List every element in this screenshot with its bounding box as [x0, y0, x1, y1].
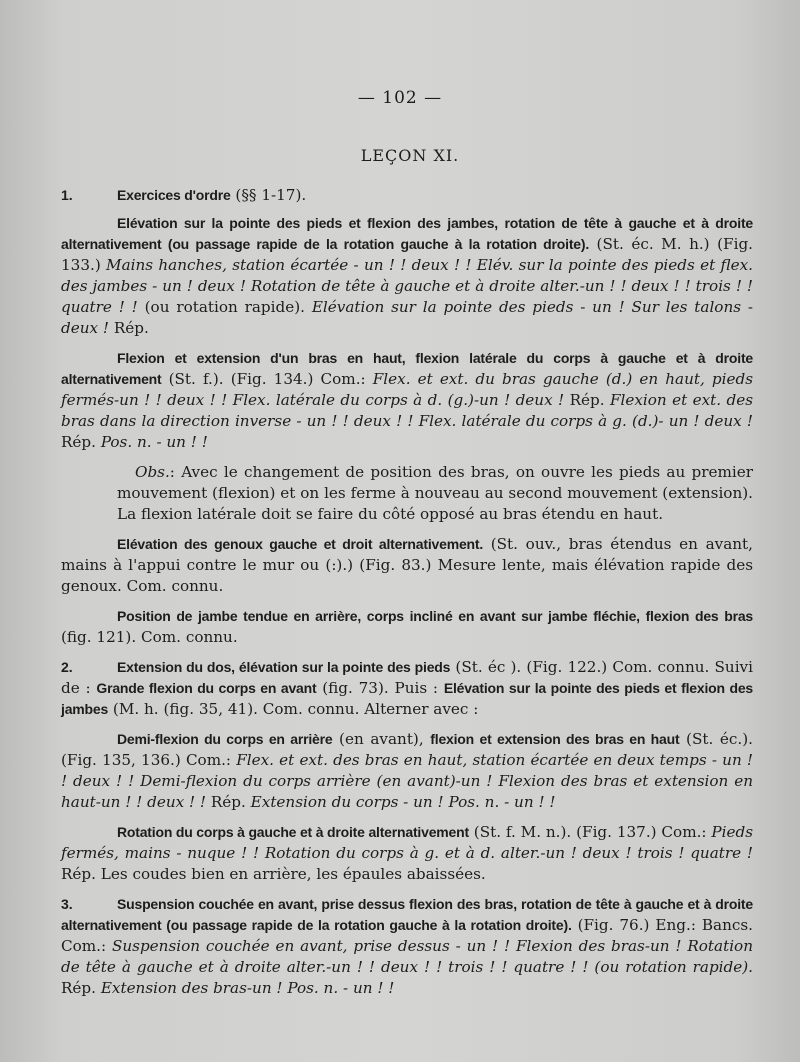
- exercise-paragraph: [61, 534, 753, 597]
- command-text: Elévation sur la pointe des pieds - un ! Sur les talons - deux !: [61, 298, 753, 337]
- section-3-paragraph: [61, 894, 753, 999]
- exercise-title: Elévation sur la pointe des pieds et flexion des jambes: [61, 680, 754, 717]
- section-1-heading: [61, 185, 753, 206]
- section-number: 1.: [61, 187, 73, 203]
- exercise-text: (St. éc.). (Fig. 135, 136.) Com.:: [61, 730, 753, 769]
- exercise-text: (fig. 73). Puis :: [316, 679, 444, 697]
- exercise-paragraph: [61, 213, 753, 339]
- exercise-text: (Fig. 76.) Eng.: Bancs. Com.:: [61, 916, 754, 955]
- exercise-title: Rotation du corps à gauche et à droite alternativement: [117, 824, 469, 840]
- exercise-title: Extension du dos, élévation sur la pointe des pieds: [117, 659, 451, 675]
- section-number: 3.: [61, 896, 73, 912]
- exercise-title: flexion et extension des bras en haut: [430, 731, 680, 747]
- command-text: Extension du corps - un ! Pos. n. - un ! !: [250, 793, 556, 811]
- obs-label: Obs.: [135, 463, 170, 481]
- exercise-paragraph: [61, 729, 753, 813]
- obs-text: : Avec le changement de position des bras, on ouvre les pieds au premier mouvement (flexion) et on les ferme à nouveau au second mouvement (extension). La flexion latérale doit se faire du côté opposé au bras étendu en haut.: [117, 463, 753, 523]
- command-text: Flexion et ext. des bras dans la direction inverse - un ! ! deux ! ! Flex. latérale du corps à g. (d.)- un ! deux !: [61, 391, 754, 430]
- exercise-title: Elévation sur la pointe des pieds et flexion des jambes, rotation de tête à gauche et à droite alternativement (ou passage rapide de la rotation gauche à la rotation droite).: [61, 215, 753, 252]
- exercise-text: Rép.: [564, 391, 610, 409]
- document-body: [61, 185, 753, 1008]
- exercise-text: (St. f.). (Fig. 134.) Com.:: [161, 370, 373, 388]
- exercise-title: Suspension couchée en avant, prise dessus flexion des bras, rotation de tête à gauche et à droite alternativement (ou passage rapide de la rotation gauche à la rotation droite).: [61, 896, 753, 933]
- exercise-text: (St. éc ). (Fig. 122.) Com. connu. Suivi de :: [61, 658, 753, 697]
- exercise-text: (St. éc. M. h.) (Fig. 133.): [61, 235, 753, 274]
- exercise-title: Grande flexion du corps en avant: [96, 680, 317, 696]
- exercise-text: (St. f. M. n.). (Fig. 137.) Com.:: [468, 823, 712, 841]
- exercise-title: Elévation des genoux gauche et droit alternativement.: [117, 536, 484, 552]
- observation-note: [117, 462, 753, 525]
- command-text: Pos. n. - un ! !: [100, 433, 208, 451]
- exercise-paragraph: [61, 822, 753, 885]
- section-title: Exercices d'ordre: [117, 187, 231, 203]
- command-text: Flex. et ext. du bras gauche (d.) en haut, pieds fermés-un ! ! deux ! ! Flex. latérale du corps à d. (g.)-un ! deux !: [61, 370, 753, 409]
- exercise-text: Rép.: [61, 979, 101, 997]
- exercise-text: (M. h. (fig. 35, 41). Com. connu. Alterner avec :: [108, 700, 479, 718]
- exercise-text: Rép.: [206, 793, 251, 811]
- command-text: Mains hanches, station écartée - un ! ! deux ! ! Elév. sur la pointe des pieds et flex. des jambes - un ! deux ! Rotation de tête à gauche et à droite alter.-un ! ! deux ! ! trois ! ! quatre ! !: [61, 256, 753, 316]
- exercise-paragraph: [61, 348, 753, 453]
- section-number: 2.: [61, 659, 73, 675]
- exercise-text: (en avant),: [332, 730, 431, 748]
- section-2-paragraph: [61, 657, 753, 720]
- exercise-text: (ou rotation rapide).: [137, 298, 312, 316]
- exercise-text: Rép.: [61, 433, 101, 451]
- exercise-text: (St. ouv., bras étendus en avant, mains à l'appui contre le mur ou (:).) (Fig. 83.) Mesure lente, mais élévation rapide des genoux. Com. connu.: [61, 535, 753, 595]
- exercise-text: Rép.: [109, 319, 149, 337]
- command-text: Pieds fermés, mains - nuque ! ! Rotation du corps à g. et à d. alter.-un ! deux ! trois ! quatre !: [61, 823, 753, 862]
- exercise-text: Rép. Les coudes bien en arrière, les épaules abaissées.: [61, 865, 486, 883]
- command-text: Suspension couchée en avant, prise dessus - un ! ! Flexion des bras-un ! Rotation de tête à gauche et à droite alter.-un ! ! deux ! ! trois ! ! quatre ! ! (ou rotation rapide).: [61, 937, 753, 976]
- command-text: Flex. et ext. des bras en haut, station écartée en deux temps - un ! ! deux ! ! Demi-flexion du corps arrière (en avant)-un ! Flexion des bras et extension en haut-un ! ! deux ! !: [61, 751, 753, 811]
- exercise-title: Flexion et extension d'un bras en haut, flexion latérale du corps à gauche et à droite alternativement: [61, 350, 753, 387]
- exercise-paragraph: [61, 606, 753, 648]
- exercise-text: (fig. 121). Com. connu.: [61, 628, 238, 646]
- exercise-title: Demi-flexion du corps en arrière: [117, 731, 333, 747]
- section-ref: (§§ 1-17).: [230, 186, 307, 204]
- exercise-title: Position de jambe tendue en arrière, corps incliné en avant sur jambe fléchie, flexion des bras: [117, 608, 753, 624]
- command-text: Extension des bras-un ! Pos. n. - un ! !: [100, 979, 395, 997]
- lesson-title: LEÇON XI.: [360, 146, 460, 165]
- page-number: — 102 —: [357, 88, 443, 108]
